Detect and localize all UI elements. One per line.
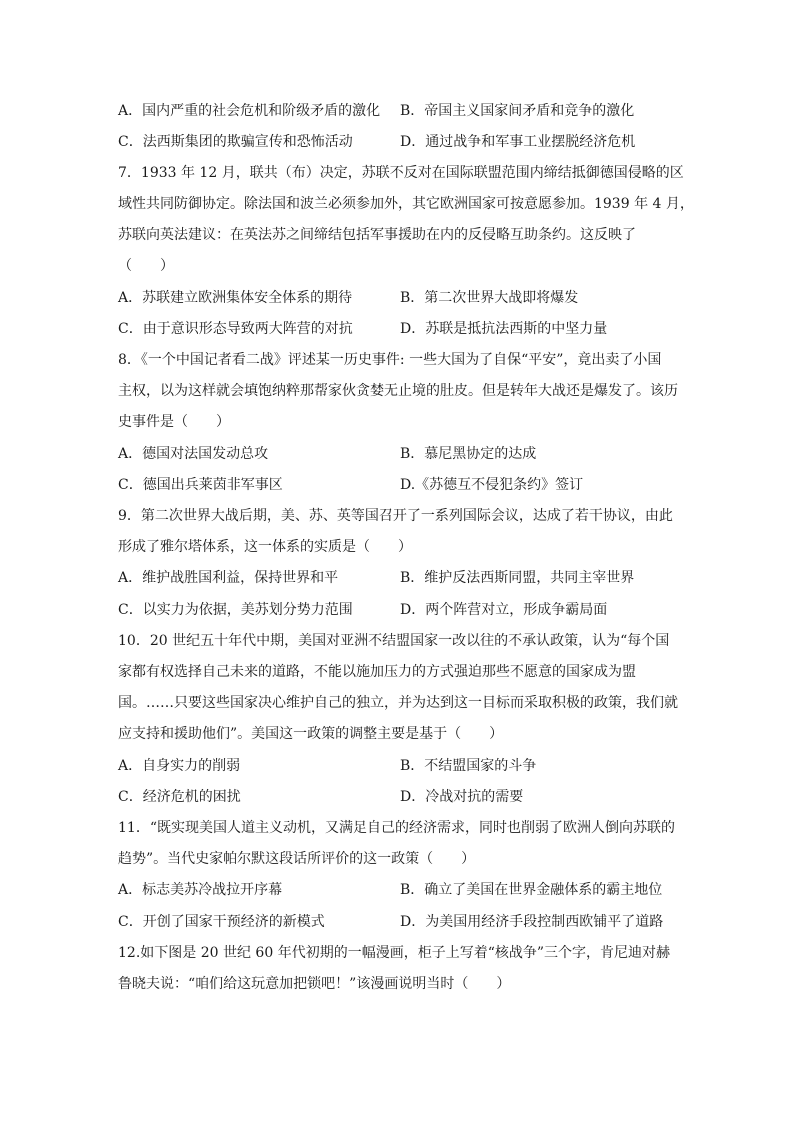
q6-option-b: B．帝国主义国家间矛盾和竞争的激化 — [400, 103, 635, 119]
q8-stem-line: 史事件是（ ） — [118, 414, 230, 430]
q8-stem-line: 主权，以为这样就会填饱纳粹那帮家伙贪婪无止境的肚皮。但是转年大战还是爆发了。该历 — [118, 383, 678, 399]
q8-option-b: B．慕尼黑协定的达成 — [400, 446, 537, 462]
q9-stem-line: 形成了雅尔塔体系，这一体系的实质是（ ） — [118, 539, 412, 555]
q11-stem-line: 趋势”。当代史家帕尔默这段话所评价的这一政策（ ） — [118, 851, 476, 867]
q6-option-a: A．国内严重的社会危机和阶级矛盾的激化 — [118, 103, 381, 119]
q9-stem-line: 9．第二次世界大战后期，美、苏、英等国召开了一系列国际会议，达成了若干协议，由此 — [118, 508, 673, 524]
q12-stem-line: 12.如下图是 20 世纪 60 年代初期的一幅漫画，柜子上写着“核战争”三个字，肯尼迪对赫 — [118, 945, 671, 961]
q10-stem-line: 10．20 世纪五十年代中期，美国对亚洲不结盟国家一改以往的不承认政策，认为“每个国 — [118, 633, 670, 649]
q11-option-d: D．为美国用经济手段控制西欧铺平了道路 — [400, 914, 664, 930]
q7-option-d: D．苏联是抵抗法西斯的中坚力量 — [400, 321, 608, 337]
q10-option-a: A．自身实力的削弱 — [118, 758, 241, 774]
q7-stem-line: 苏联向英法建议：在英法苏之间缔结包括军事援助在内的反侵略互助条约。这反映了 — [118, 227, 636, 243]
q11-option-b: B．确立了美国在世界金融体系的霸主地位 — [400, 882, 663, 898]
q11-option-a: A．标志美苏冷战拉开序幕 — [118, 882, 283, 898]
q6-option-c: C．法西斯集团的欺骗宣传和恐怖活动 — [118, 134, 353, 150]
q7-stem-line: 域性共同防御协定。除法国和波兰必须参加外，其它欧洲国家可按意愿参加。1939 年 4 月， — [118, 196, 694, 212]
q12-stem-line: 鲁晓夫说：“咱们给这玩意加把锁吧！”该漫画说明当时（ ） — [118, 976, 511, 992]
q7-option-c: C．由于意识形态导致两大阵营的对抗 — [118, 321, 353, 337]
q8-stem-line: 8．《一个中国记者看二战》评述某一历史事件: 一些大国为了自保“平安”，竟出卖了小国 — [118, 352, 662, 368]
q8-option-c: C．德国出兵莱茵非军事区 — [118, 477, 283, 493]
q10-option-c: C．经济危机的困扰 — [118, 789, 241, 805]
q10-option-b: B．不结盟国家的斗争 — [400, 758, 537, 774]
q10-option-d: D．冷战对抗的需要 — [400, 789, 524, 805]
q8-option-a: A．德国对法国发动总攻 — [118, 446, 269, 462]
q11-stem-line: 11．“既实现美国人道主义动机，又满足自己的经济需求，同时也削弱了欧洲人倒向苏联的 — [118, 820, 675, 836]
q10-stem-line: 国。……只要这些国家决心维护自己的独立，并为达到这一目标而采取积极的政策，我们就 — [118, 695, 678, 711]
q7-stem-line: 7．1933 年 12 月，联共（布）决定，苏联不反对在国际联盟范围内缔结抵御德国侵略的区 — [118, 165, 684, 181]
q9-option-b: B．维护反法西斯同盟，共同主宰世界 — [400, 570, 635, 586]
q10-stem-line: 应支持和援助他们”。美国这一政策的调整主要是基于（ ） — [118, 726, 504, 742]
q7-option-b: B．第二次世界大战即将爆发 — [400, 290, 579, 306]
q9-option-a: A．维护战胜国利益，保持世界和平 — [118, 570, 339, 586]
q8-option-d: D.《苏德互不侵犯条约》签订 — [400, 477, 584, 493]
q6-option-d: D．通过战争和军事工业摆脱经济危机 — [400, 134, 636, 150]
q11-option-c: C．开创了国家干预经济的新模式 — [118, 914, 325, 930]
q7-answer-blank: （ ） — [118, 258, 174, 274]
q9-option-c: C．以实力为依据，美苏划分势力范围 — [118, 602, 353, 618]
q7-option-a: A．苏联建立欧洲集体安全体系的期待 — [118, 290, 353, 306]
q10-stem-line: 家都有权选择自己未来的道路，不能以施加压力的方式强迫那些不愿意的国家成为盟 — [118, 664, 636, 680]
q9-option-d: D．两个阵营对立，形成争霸局面 — [400, 602, 608, 618]
